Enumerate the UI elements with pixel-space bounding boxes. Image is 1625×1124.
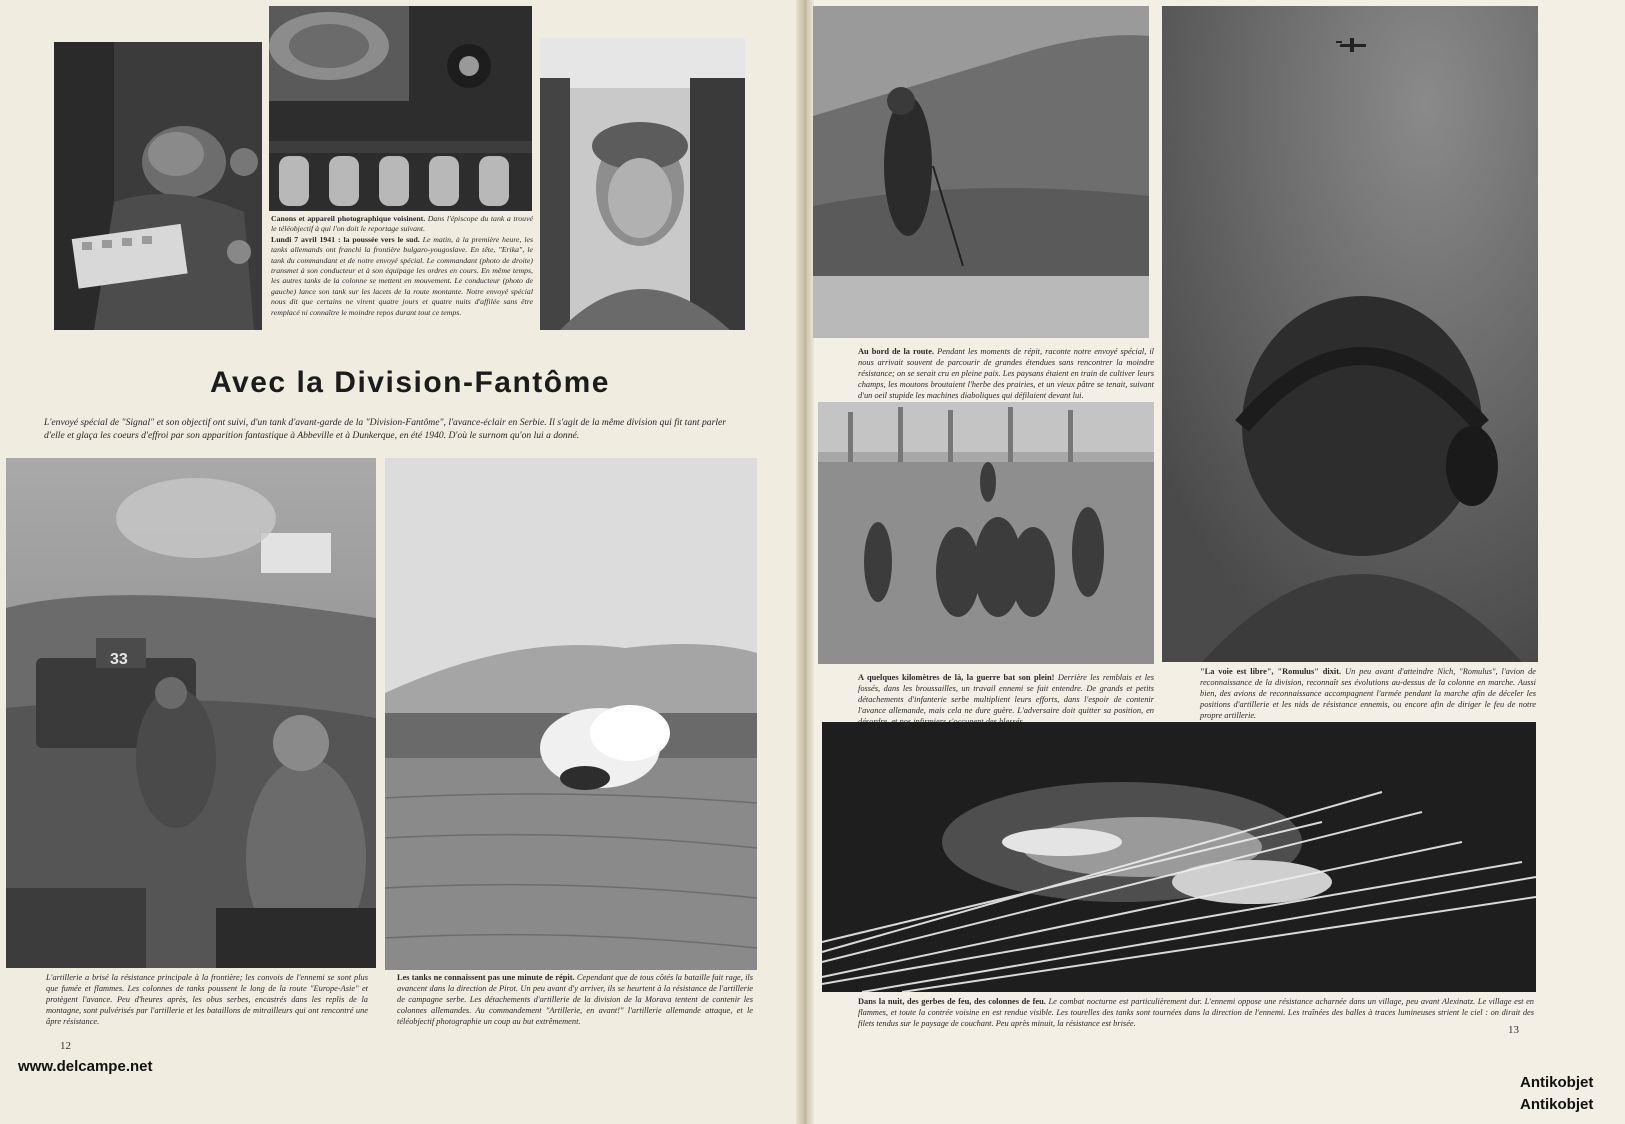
caption-monday-lead: Lundi 7 avril 1941 : la poussée vers le sud. <box>271 234 420 244</box>
caption-night-lead: Dans la nuit, des gerbes de feu, des colonnes de feu. <box>858 997 1046 1006</box>
photo-tank-column <box>6 458 376 968</box>
caption-road-free-text: Un peu avant d'atteindre Nich, "Romulus", l'avion de reconnaissance de la division, reconnaît ses évolutions au-dessus de la colonne en marche. Aussi bien, des avions de reconnaissance accompagnent l'armée pendant la marche afin de déceler les positions d'artillerie et les nids de résistance ennemis, ou encore afin de diriger le feu de notre propre artillerie. <box>1200 667 1537 720</box>
binding-gutter <box>796 0 814 1124</box>
caption-tanks-lead: Les tanks ne connaissent pas une minute de répit. <box>397 973 575 982</box>
caption-artillery: L'artillerie a brisé la résistance principale à la frontière; les convois de l'ennemi se sont plus que fumée et flammes. Les colonnes de tanks poussent le long de la route "Europe-Asie" et protègent l'avance. Peu d'heures après, les obus serbes, encastrés dans les replis de la montagne, sont pulvérisés par l'artillerie et les bataillons de mitrailleurs qui ont rencontré une âpre résistance. <box>46 973 368 1026</box>
right-page-number: 13 <box>1508 1024 1519 1036</box>
caption-tanks <box>397 972 753 1028</box>
caption-gun-camera-text: Dans l'épiscope du tank a trouvé le téléobjectif à qui l'on doit le reportage suivant. <box>271 214 533 234</box>
caption-tanks-text: Cependant que de tous côtés la bataille fait rage, ils avancent dans la direction de Pirot. Un peu avant d'y arriver, ils se heurtent à la résistance de l'artillerie de campagne serbe. Les détachements d'artillerie de la division de la Morava tentent de contenir les colonnes allemandes. Au commandement "Artillerie, en avant!" l'artillerie allemande attaque, et le téléobjectif photographie un coup au but extrêmement. <box>397 973 753 1026</box>
caption-roadside-text: Pendant les moments de répit, raconte notre envoyé spécial, il nous arrivait souvent de parcourir de grandes étendues sans rencontrer la moindre résistance; on se serait cru en pleine paix. Les paysans étaient en train de cultiver leurs champs, les moutons broutaient l'herbe des prairies, et un vieux pâtre se tenait, suivant d'un oeil stupide les machines diaboliques qui défilaient devant lui. <box>858 347 1155 400</box>
photo-shepherd <box>813 6 1149 338</box>
photo-night-tracers <box>822 722 1536 992</box>
caption-gun-and-camera <box>271 214 533 328</box>
intro-text: L'envoyé spécial de "Signal" et son objectif ont suivi, d'un tank d'avant-garde de la "Division-Fantôme", l'avance-éclair en Serbie. Il s'agit de la même division qui fit tant parler d'elle et glaça les coeurs d'effroi par son apparition fantastique à Abbeville et à Dunkerque, en été 1940. D'où le surnom qu'on lui a donné. <box>44 417 726 441</box>
watermark-delcampe: www.delcampe.net <box>18 1058 153 1075</box>
photo-gun-and-camera <box>269 6 532 211</box>
caption-night <box>858 996 1534 1032</box>
tank-number-label: 33 <box>110 651 128 668</box>
caption-roadside <box>858 346 1154 398</box>
photo-tank-driver <box>54 42 262 330</box>
page-title: Avec la Division-Fantôme <box>210 366 610 399</box>
caption-few-km-text: Derrière les remblais et les fossés, dans les broussailles, un travail ennemi se fait entendre. De grands et petits détachements d'infanterie serbe multiplient leurs efforts, dans l'espoir de contenir l'avance allemande, mais cela ne dure guère. L'adversaire doit quitter sa position, en <box>858 673 1155 715</box>
left-page-number: 12 <box>60 1040 71 1052</box>
photo-infantry-field <box>818 402 1154 664</box>
caption-few-km-lead: A quelques kilomètres de là, la guerre bat son plein! <box>858 673 1055 682</box>
caption-few-km <box>858 672 1154 720</box>
caption-road-free-lead: "La voie est libre", "Romulus" dixit. <box>1200 667 1342 676</box>
caption-road-free <box>1200 666 1536 720</box>
photo-shell-burst <box>385 458 757 970</box>
watermark-antikobjet-top: Antikobjet <box>1520 1074 1594 1091</box>
watermark-antikobjet-bottom: Antikobjet <box>1520 1096 1594 1113</box>
photo-tank-commander <box>540 38 745 330</box>
caption-gun-camera-lead: Canons et appareil photographique voisinent. <box>271 214 426 223</box>
caption-monday-text: Le matin, à la première heure, les tanks allemands ont franchi la frontière bulgaro-yougoslave. En tête, "Erika", le tank du commandant et de notre envoyé spécial. Le commandant (photo de droite) transmet à son conducteur et à son équipage les ordres en cours. En même temps, les autres tanks de la colonne se mettent en mouvement. Le conducteur (photo de gauche) lance son tank sur les lacets de la route montante. Notre envoyé spécial nous dit que certains ne virent quatre jours et quatre nuits d'affilée sans être remplacé ni connaître le moindre repos durant tout ce temps. <box>271 234 534 317</box>
caption-roadside-lead: Au bord de la route. <box>858 347 935 356</box>
photo-observer-headset <box>1162 6 1538 662</box>
caption-night-text: Le combat nocturne est particulièrement dur. L'ennemi oppose une résistance acharnée dans un village, peu avant Alexinatz. Le village est en flammes, et toute la contrée voisine en est rendue visible. Les tourelles des tanks sont tournées dans la direction de l'ennemi. Les traînées des balles à traces lumineuses strient le ciel : on dirait des filets tendus sur le paysage de couchant. Peu après minuit, la résistance est brisée. <box>858 997 1534 1028</box>
